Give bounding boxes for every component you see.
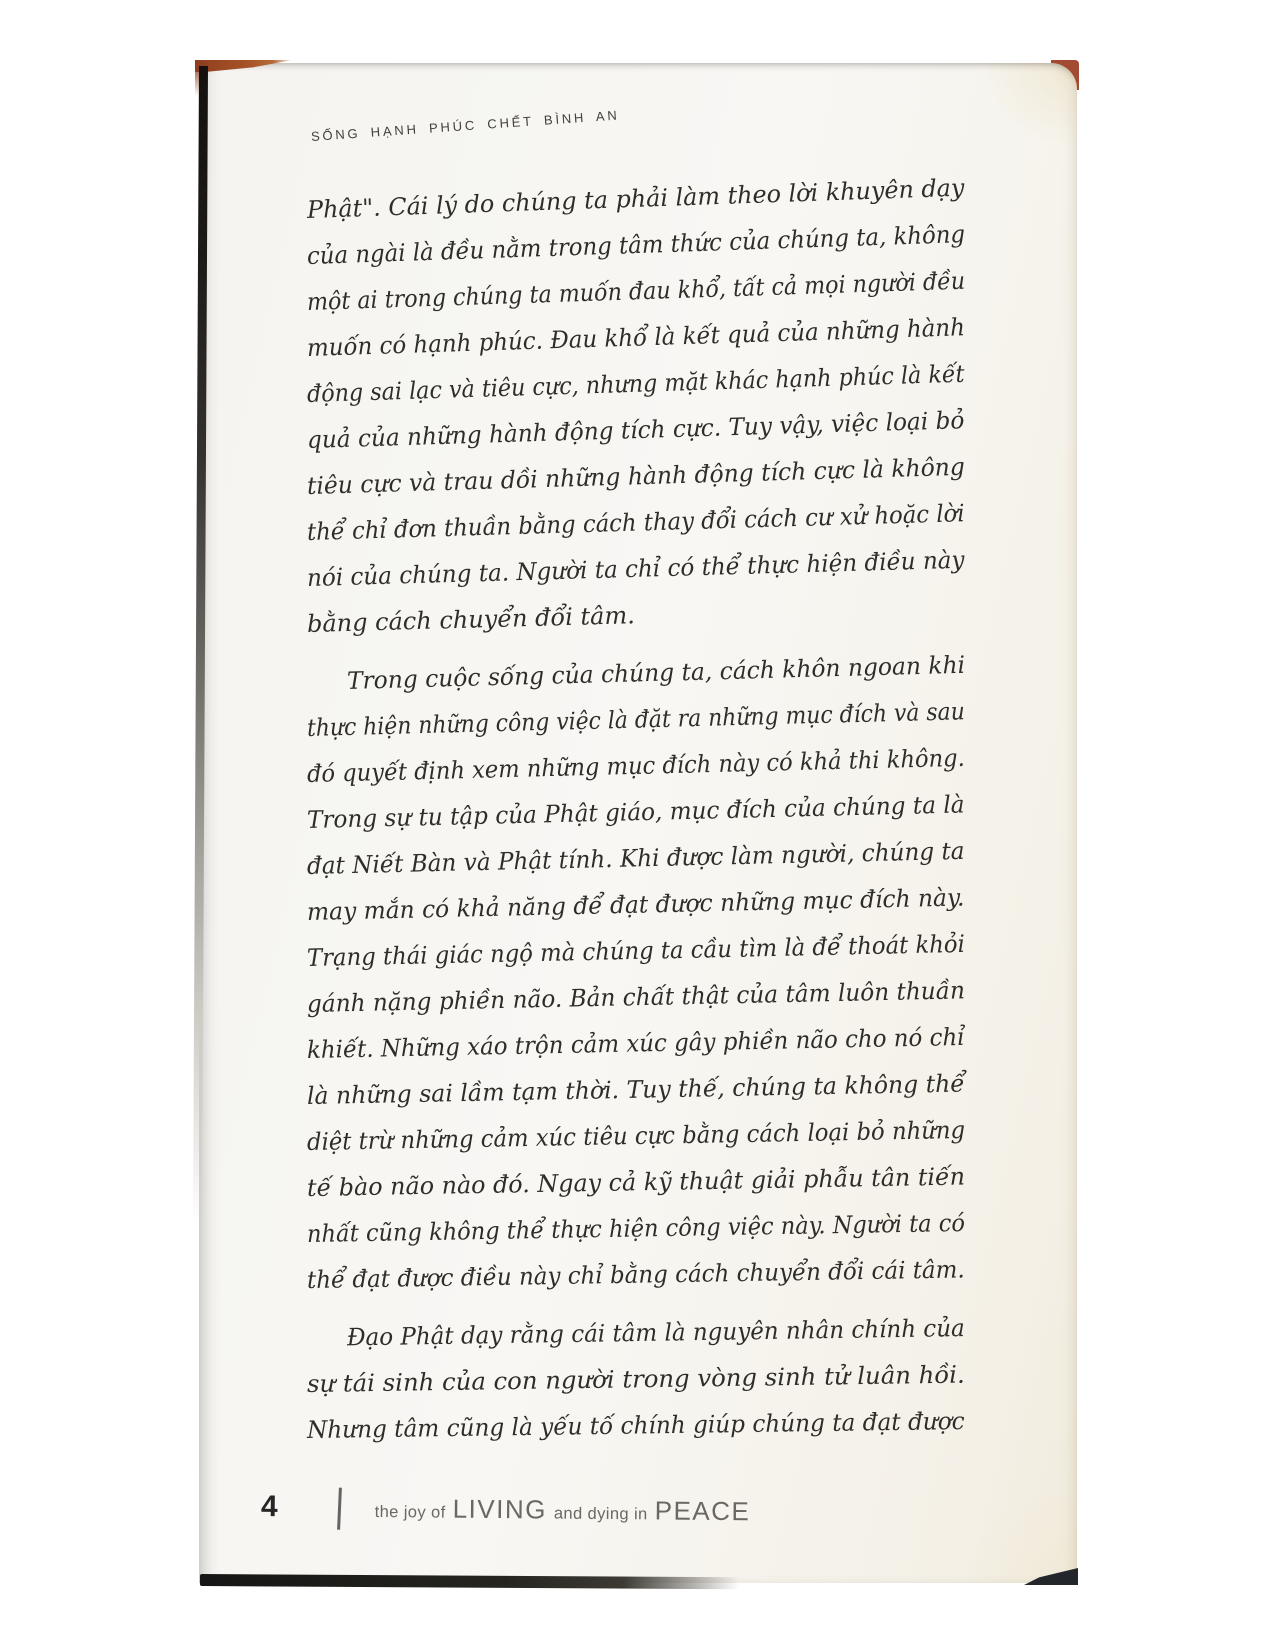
book-page (199, 63, 1077, 1583)
footer-title-segment: and dying in (553, 1504, 648, 1524)
text-line-content: đó quyết định xem những mục đích này có khả thi không. (306, 743, 966, 788)
running-header: SỐNG HẠNH PHÚC CHẾT BÌNH AN (310, 107, 620, 144)
text-line-content: tiêu cực và trau dồi những hành động tích cực là không (306, 452, 966, 500)
text-line-content: Trạng thái giác ngộ mà chúng ta cầu tìm là để thoát khỏi (306, 929, 966, 972)
footer-title (375, 1493, 758, 1527)
page-edge-bottom (200, 1574, 756, 1589)
text-line-content: muốn có hạnh phúc. Đau khổ là kết quả của những hành (306, 313, 966, 362)
text-line-content: nhất cũng không thể thực hiện công việc này. Người ta có (306, 1208, 966, 1248)
paragraph (306, 650, 966, 1303)
text-line-content: đạt Niết Bàn và Phật tính. Khi được làm người, chúng ta (306, 836, 965, 880)
text-line-content: Nhưng tâm cũng là yếu tố chính giúp chúng ta đạt được (306, 1407, 965, 1444)
text-line-content: gánh nặng phiền não. Bản chất thật của tâm luôn thuần (306, 976, 966, 1018)
text-line-content: của ngài là đều nằm trong tâm thức của chúng ta, không (306, 220, 966, 270)
paragraph (307, 1315, 965, 1453)
text-line (307, 1398, 966, 1453)
text-line-content: khiết. Những xáo trộn cảm xúc gây phiền não cho nó chỉ (306, 1022, 965, 1064)
paragraph (306, 173, 966, 647)
text-line-content: một ai trong chúng ta muốn đau khổ, tất cả mọi người đều (306, 266, 966, 316)
text-line-content: may mắn có khả năng để đạt được những mục đích này. (306, 883, 965, 926)
page-number: 4 (260, 1490, 278, 1524)
footer-divider (337, 1488, 342, 1530)
text-line-content: diệt trừ những cảm xúc tiêu cực bằng cách loại bỏ những (306, 1115, 966, 1156)
footer-title-segment: LIVING (452, 1493, 548, 1525)
text-line-content: quả của những hành động tích cực. Tuy vậy, việc loại bỏ (306, 406, 965, 454)
body-text (306, 173, 966, 1453)
text-line-content: là những sai lầm tạm thời. Tuy thế, chúng ta không thể (306, 1069, 966, 1110)
text-line-content: Trong cuộc sống của chúng ta, cách khôn ngoan khi (346, 650, 966, 695)
footer-title-segment: the joy of (374, 1502, 446, 1522)
text-line-content: bằng cách chuyển đổi tâm. (306, 601, 636, 638)
footer-title-segment: PEACE (654, 1495, 751, 1527)
text-line-content: tế bào não nào đó. Ngay cả kỹ thuật giải phẫu tân tiến (306, 1162, 966, 1202)
page-footer (261, 1487, 961, 1535)
text-line-content: Trong sự tu tập của Phật giáo, mục đích của chúng ta là (306, 790, 965, 834)
text-line-content: Phật". Cái lý do chúng ta phải làm theo lời khuyên dạy (306, 173, 965, 224)
text-line-content: thực hiện những công việc là đặt ra những mục đích và sau (306, 697, 966, 742)
text-line-content: nói của chúng ta. Người ta chỉ có thể thực hiện điều này (306, 545, 965, 592)
text-line-content: sự tái sinh của con người trong vòng sinh tử luân hồi. (306, 1360, 965, 1398)
text-line-content: thể đạt được điều này chỉ bằng cách chuyển đổi cái tâm. (306, 1255, 965, 1294)
text-line-content: động sai lạc và tiêu cực, nhưng mặt khác hạnh phúc là kết (306, 359, 965, 408)
text-line (307, 1246, 966, 1303)
text-line-content: thể chỉ đơn thuần bằng cách thay đổi cách cư xử hoặc lời (306, 499, 965, 546)
text-line-content: Đạo Phật dạy rằng cái tâm là nguyên nhân chính của (346, 1314, 965, 1352)
